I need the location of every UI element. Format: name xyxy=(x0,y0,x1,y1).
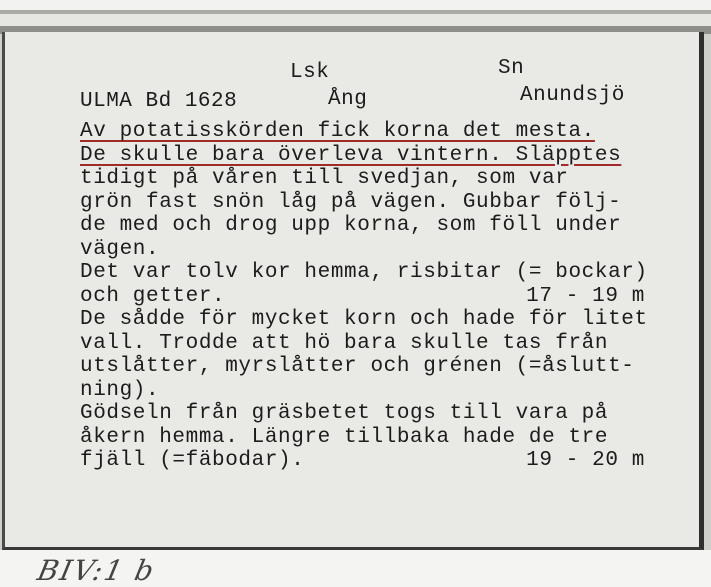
body-line: vall. Trodde att hö bara skulle tas från xyxy=(80,331,609,355)
body-line: De skulle bara överleva vintern. Släpptes xyxy=(80,143,622,167)
card-body xyxy=(80,120,695,473)
body-line: utslåtter, myrslåtter och grénen (=åslutt- xyxy=(80,355,635,378)
reference-range-1: 17 - 19 m xyxy=(526,284,645,308)
header-code: ULMA Bd 1628 xyxy=(80,90,238,113)
body-line: Det var tolv kor hemma, risbitar (= bockar) xyxy=(80,261,648,284)
body-line: de med och drog upp korna, som föll under xyxy=(80,214,622,237)
body-line: fjäll (=fäbodar). 19 - 20 m xyxy=(80,449,645,472)
body-line: Gödseln från gräsbetet togs till vara på xyxy=(80,402,609,425)
body-line: Av potatisskörden fick korna det mesta. xyxy=(80,120,595,143)
header-lsk-label: Lsk xyxy=(290,61,330,84)
body-line: grön fast snön låg på vägen. Gubbar följ- xyxy=(80,190,622,214)
handwritten-note: BIV:1 b xyxy=(34,554,159,587)
header-ang-value: Ång xyxy=(328,88,368,111)
body-line: De sådde för mycket korn och hade för litet xyxy=(80,308,648,331)
body-line: och getter. 17 - 19 m xyxy=(80,284,645,308)
body-line: åkern hemma. Längre tillbaka hade de tre xyxy=(80,425,609,449)
top-edge xyxy=(0,0,711,34)
reference-range-2: 19 - 20 m xyxy=(526,449,645,472)
body-line: ning). xyxy=(80,378,160,402)
header-parish: Anundsjö xyxy=(520,84,625,107)
body-line: vägen. xyxy=(80,237,160,261)
header-sn-label: Sn xyxy=(498,57,525,80)
body-line: tidigt på våren till svedjan, som var xyxy=(80,167,569,190)
